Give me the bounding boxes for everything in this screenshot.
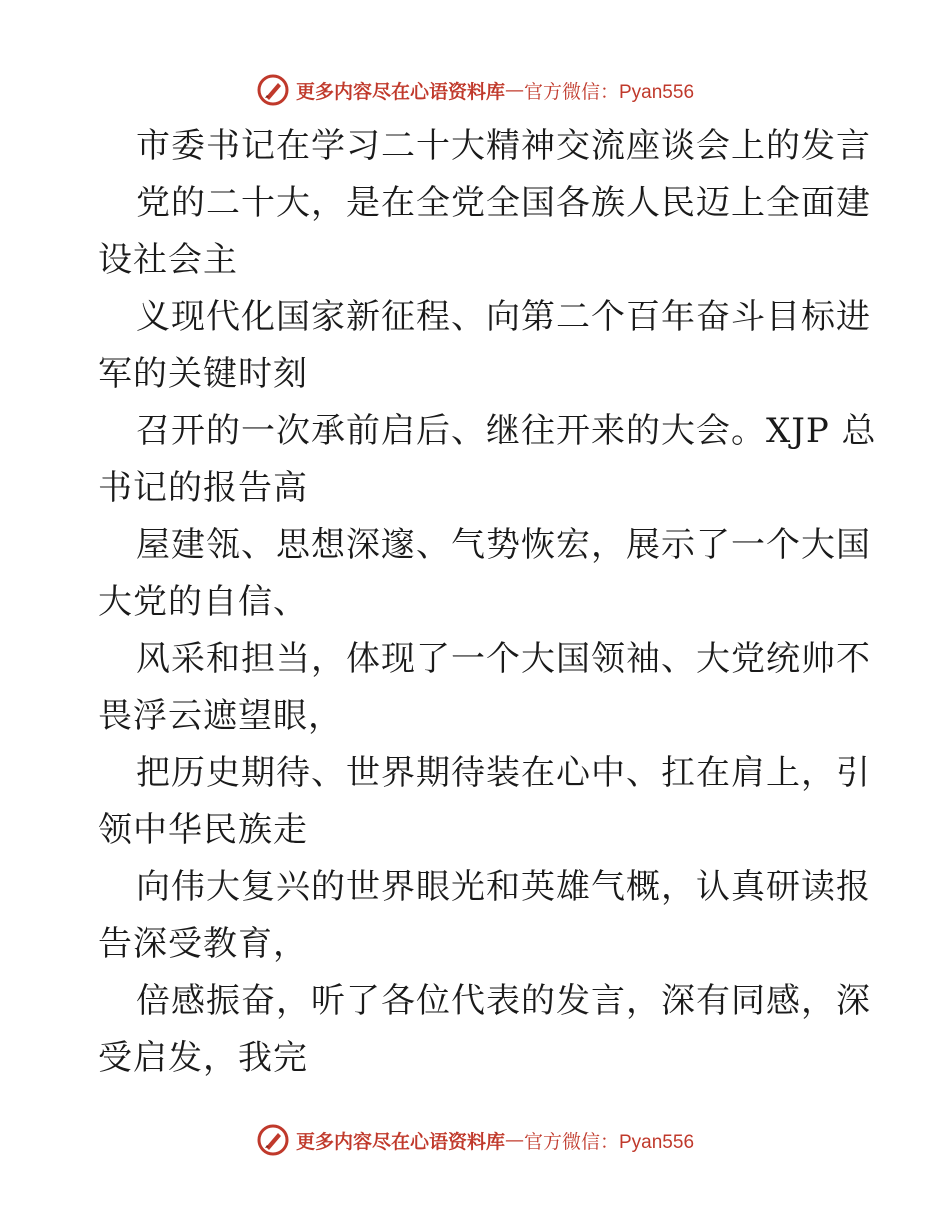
text-line: 倍感振奋，听了各位代表的发言，深有同感，深 — [136, 981, 871, 1021]
text-line: 风采和担当，体现了一个大国领袖、大党统帅不 — [136, 639, 871, 679]
text-line: 告深受教育， — [98, 924, 308, 964]
text-line: 义现代化国家新征程、向第二个百年奋斗目标进 — [136, 297, 871, 337]
text-line: 军的关键时刻 — [98, 354, 308, 394]
text-line: 大党的自信、 — [98, 582, 308, 622]
text-line: 书记的报告高 — [98, 468, 308, 508]
text-line: 受启发，我完 — [98, 1038, 308, 1078]
pen-circle-logo-icon — [256, 73, 290, 107]
banner-contact-text: 官方微信：Pyan556 — [524, 1131, 695, 1153]
text-line: 领中华民族走 — [98, 810, 308, 850]
banner-separator: — — [505, 1129, 524, 1151]
document-title: 市委书记在学习二十大精神交流座谈会上的发言 — [136, 126, 871, 166]
header-banner — [0, 70, 950, 110]
banner-contact-text: 官方微信：Pyan556 — [524, 81, 695, 103]
banner-separator: — — [505, 79, 524, 101]
text-line: 畏浮云遮望眼， — [98, 696, 343, 736]
text-line: 党的二十大，是在全党全国各族人民迈上全面建 — [136, 183, 871, 223]
text-line: 屋建瓴、思想深邃、气势恢宏，展示了一个大国 — [136, 525, 871, 565]
pen-circle-logo-icon — [256, 1123, 290, 1157]
text-line: 向伟大复兴的世界眼光和英雄气概，认真研读报 — [136, 867, 871, 907]
banner-site-text: 更多内容尽在心语资料库 — [295, 1130, 505, 1153]
text-line: 把历史期待、世界期待装在心中、扛在肩上，引 — [136, 753, 871, 793]
text-line: 设社会主 — [98, 240, 238, 280]
banner-site-text: 更多内容尽在心语资料库 — [295, 80, 505, 103]
footer-banner — [0, 1120, 950, 1160]
document-body — [98, 118, 877, 1087]
text-line: 召开的一次承前启后、继往开来的大会。XJP 总 — [136, 411, 877, 451]
